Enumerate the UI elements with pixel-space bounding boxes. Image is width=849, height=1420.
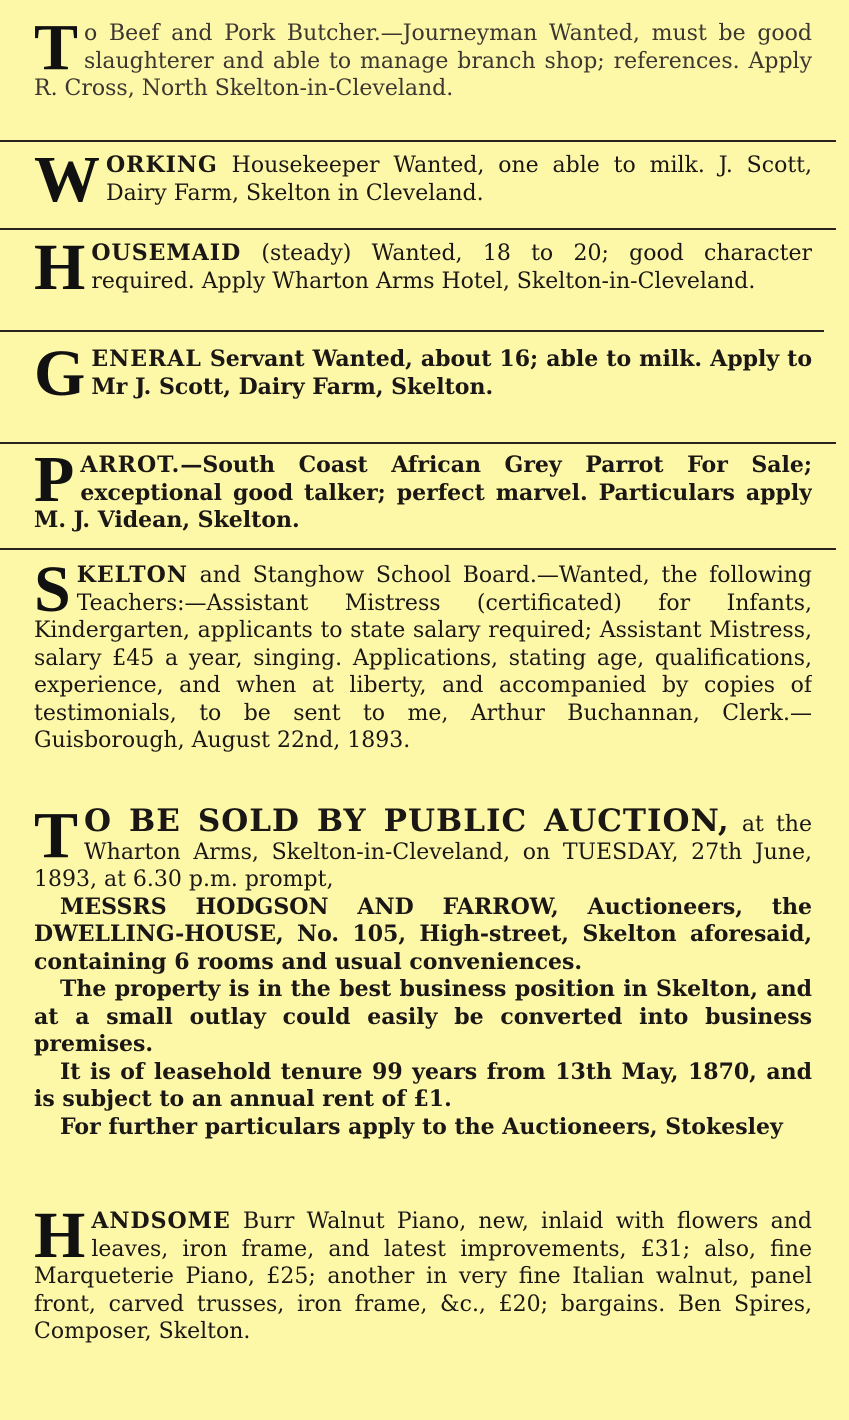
ad-heading: KELTON	[76, 562, 188, 588]
ad-body: Burr Walnut Piano, new, inlaid with flowers and leaves, iron frame, and latest improvements, £31; also, fine Marqueterie Piano, £25; another in very fine Italian walnut, panel front, carved trusses, iron frame, &c., £20; bargains. Ben Spires, Composer, Skelton.	[34, 1209, 812, 1344]
divider	[0, 442, 836, 444]
auction-paragraph-5: For further particulars apply to the Auctioneers, Stokesley	[60, 1113, 783, 1140]
ad-school-board-text	[34, 562, 812, 755]
ad-piano-text	[34, 1208, 812, 1346]
drop-cap: H	[34, 1208, 86, 1272]
ad-piano	[34, 1208, 812, 1388]
ad-heading: OUSEMAID	[91, 240, 242, 266]
ad-parrot-text	[34, 452, 812, 535]
drop-cap: G	[34, 346, 86, 410]
ad-housemaid	[34, 240, 812, 324]
auction-heading: O BE SOLD BY PUBLIC AUCTION,	[84, 808, 730, 839]
ad-parrot	[34, 452, 812, 540]
ad-general-servant-text	[34, 346, 812, 410]
ad-heading: ANDSOME	[91, 1208, 231, 1234]
ad-heading: ENERAL	[91, 346, 202, 372]
ad-housekeeper	[34, 152, 812, 222]
ad-body: (steady) Wanted, 18 to 20; good character required. Apply Wharton Arms Hotel, Skelton-in-Cleveland.	[91, 241, 812, 294]
drop-cap: P	[34, 452, 75, 516]
divider	[0, 228, 836, 230]
ad-housemaid-text	[34, 240, 812, 304]
drop-cap: H	[34, 240, 86, 304]
ad-housekeeper-text	[34, 152, 812, 216]
divider	[0, 548, 836, 550]
drop-cap: T	[34, 20, 79, 84]
ad-body: —South Coast African Grey Parrot For Sale; exceptional good talker; perfect marvel. Particulars apply M. J. Videan, Skelton.	[34, 452, 812, 533]
divider	[0, 330, 824, 332]
auction-lead-text: at the Wharton Arms, Skelton-in-Cleveland, on TUESDAY, 27th June, 1893, at 6.30 p.m. prompt,	[34, 812, 812, 892]
ad-heading: o Beef and Pork Butcher.	[84, 21, 381, 46]
ad-school-board	[34, 562, 812, 788]
auction-paragraph-3: The property is in the best business position in Skelton, and at a small outlay could easily be converted into business premises.	[34, 976, 812, 1057]
ad-body: Servant Wanted, about 16; able to milk. Apply to Mr J. Scott, Dairy Farm, Skelton.	[91, 346, 812, 400]
divider	[0, 140, 836, 142]
drop-cap: W	[34, 152, 100, 216]
auction-lead	[34, 808, 812, 894]
drop-cap: S	[34, 562, 71, 626]
ad-body: Housekeeper Wanted, one able to milk. J. Scott, Dairy Farm, Skelton in Cleveland.	[106, 153, 812, 206]
auction-paragraph-2: MESSRS HODGSON AND FARROW, Auctioneers, the DWELLING-HOUSE, No. 105, High-street, Skelton aforesaid, containing 6 rooms and usual conveniences.	[34, 893, 812, 975]
ad-butcher-text	[34, 20, 812, 103]
ad-butcher	[34, 20, 812, 132]
ad-body: and Stanghow School Board.—Wanted, the following Teachers:—Assistant Mistress (certificated) for Infants, Kindergarten, applicants to state salary required; Assistant Mistress, salary £45 a year, singing. Applications, stating age, qualifications, experience, and when at liberty, and accompanied by copies of testimonials, to be sent to me, Arthur Buchannan, Clerk.—Guisborough, August 22nd, 1893.	[34, 563, 812, 753]
ad-body: —Journeyman Wanted, must be good slaughterer and able to manage branch shop; references. Apply R. Cross, North Skelton-in-Cleveland.	[34, 21, 812, 101]
ad-general-servant	[34, 346, 812, 434]
auction-paragraph-4: It is of leasehold tenure 99 years from 13th May, 1870, and is subject to an annual rent of £1.	[34, 1058, 812, 1112]
drop-cap: T	[34, 808, 79, 872]
ad-heading: ORKING	[106, 152, 218, 178]
ad-auction	[34, 808, 812, 1194]
ad-heading: ARROT.	[80, 452, 181, 478]
